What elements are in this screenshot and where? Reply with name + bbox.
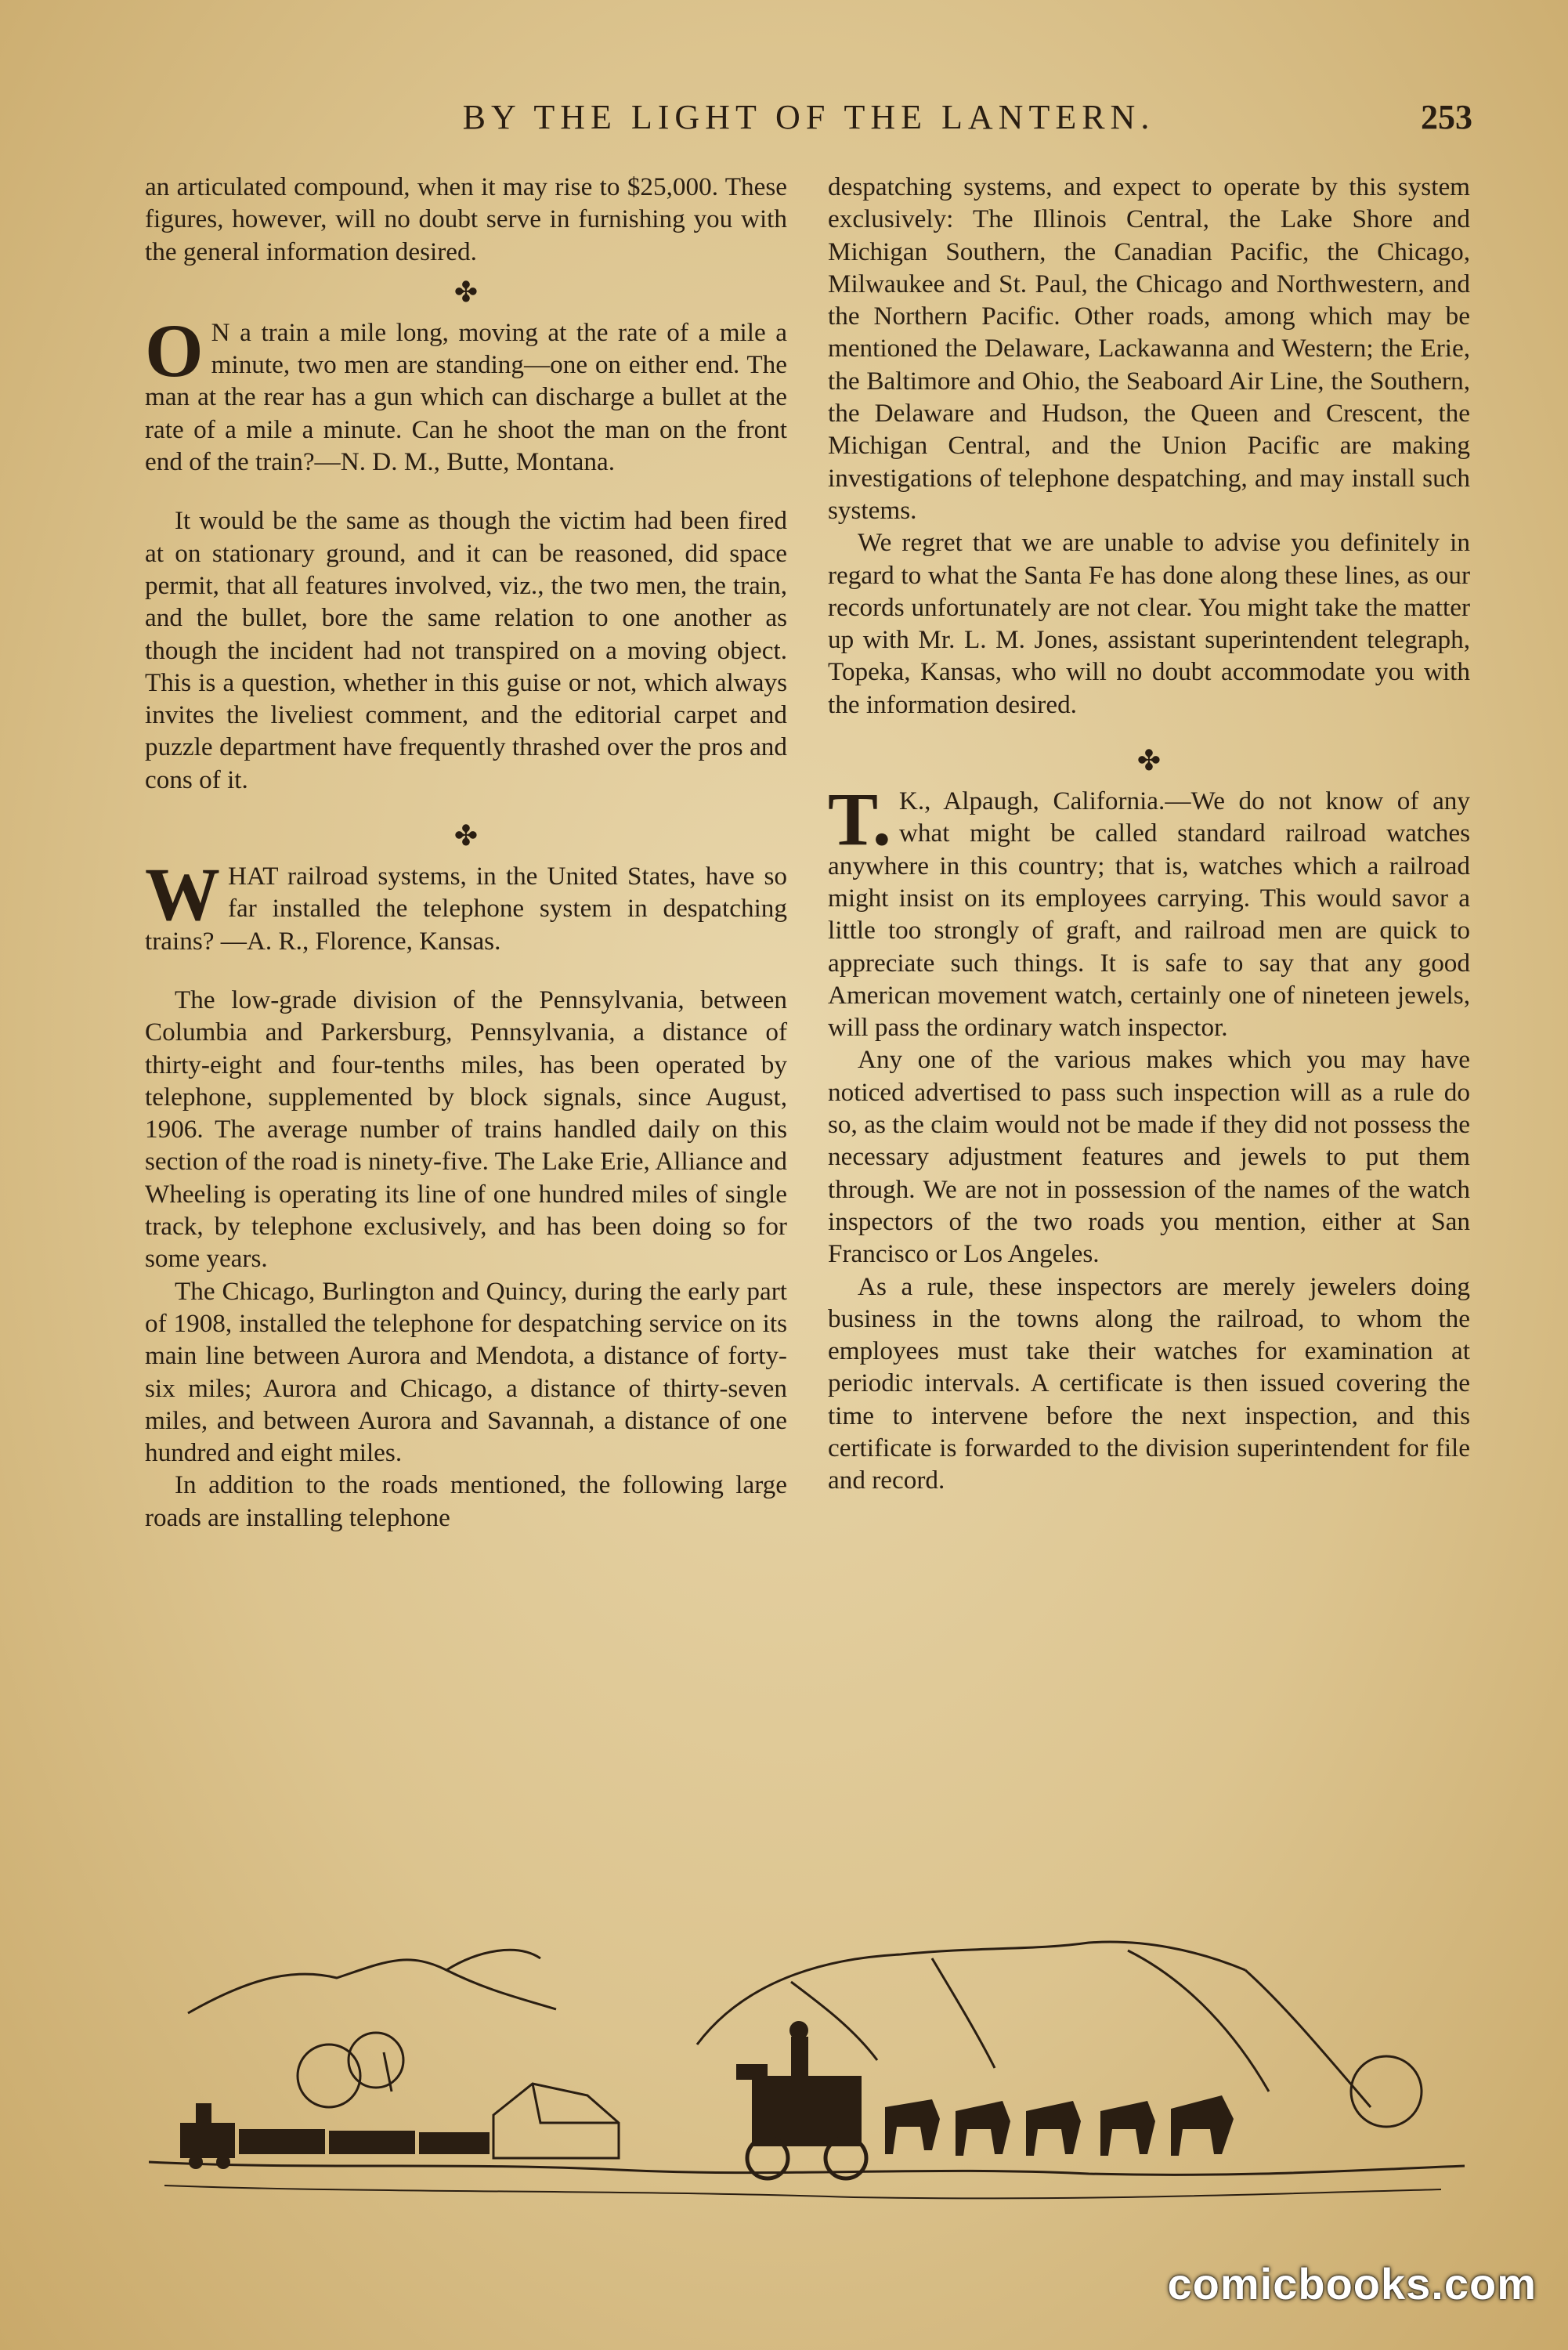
ornament-icon: ✤	[1136, 745, 1162, 777]
question-paragraph	[145, 308, 787, 478]
answer-paragraph: The low-grade division of the Pennsylvania, between Columbia and Parkersburg, Pennsylvania, a distance of thirty-eight and four-tenths miles, has been operated by telephone, supplemented by block signals, since August, 1906. The average number of trains handled daily on this section of the road is ninety-five. The Lake Erie, Alliance and Wheeling is operating its line of one hundred miles of single track, by telephone exclusively, and has been doing so for some years.	[145, 985, 787, 1274]
question-text: HAT railroad systems, in the United States, have so far installed the telephone system in despatching trains? —A. R., Florence, Kansas.	[145, 862, 787, 956]
answer-paragraph: In addition to the roads mentioned, the following large roads are installing telephone	[145, 1470, 787, 1532]
answer-paragraph: despatching systems, and expect to operate by this system exclusively: The Illinois Central, the Lake Shore and Michigan Southern, the Canadian Pacific, the Chicago, Milwaukee and St. Paul, the Chicago and Northwestern, and the Northern Pacific. Other roads, among which may be mentioned the Delaware, Lackawanna and Western; the Erie, the Baltimore and Ohio, the Seaboard Air Line, the Southern, the Delaware and Hudson, the Queen and Crescent, the Michigan Central, and the Union Pacific are making investigations of telephone despatching, and may install such systems.	[828, 172, 1470, 525]
right-column	[828, 171, 1470, 1497]
drop-cap: T.	[828, 777, 891, 862]
ornament-icon: ✤	[453, 820, 479, 852]
question-text: N a train a mile long, moving at the rate of a mile a minute, two men are standing—one on either end. The man at the rear has a gun which can discharge a bullet at the rate of a mile a minute. Can he shoot the man on the front end of the train?—N. D. M., Butte, Montana.	[145, 317, 787, 477]
answer-paragraph: As a rule, these inspectors are merely jewelers doing business in the towns along the railroad, to whom the employees must take their watches for examination at periodic intervals. A certificate is then issued covering the time to intervene before the next inspection, and this certificate is forwarded to the division superintendent for file and record.	[828, 1271, 1470, 1495]
answer-paragraph: We regret that we are unable to advise you definitely in regard to what the Santa Fe has done along these lines, as our records unfortunately are not clear. You might take the matter up with Mr. L. M. Jones, assistant superintendent telegraph, Topeka, Kansas, who will no doubt accommodate you with the information desired.	[828, 528, 1470, 719]
answer-paragraph: The Chicago, Burlington and Quincy, during the early part of 1908, installed the telephone for despatching service on its main line between Aurora and Mendota, a distance of forty-six miles; Aurora and Chicago, a distance of thirty-seven miles, and between Aurora and Savannah, a distance of one hundred and eight miles.	[145, 1276, 787, 1468]
question-text: K., Alpaugh, California.—We do not know of any what might be called standard railroad watches anywhere in this country; that is, watches which a railroad might insist on its employees carrying. This would savor a little too strongly of graft, and railroad men are quick to appreciate such things. It is safe to say that any good American movement watch, certainly one of nineteen jewels, will pass the ordinary watch inspector.	[828, 786, 1470, 1043]
page-number: 253	[1421, 98, 1472, 136]
ornament-icon: ✤	[453, 276, 479, 308]
answer-paragraph: It would be the same as though the victim had been fired at on stationary ground, and it can be reasoned, did space permit, that all features involved, viz., the two men, the train, and the bullet, bore the same relation to one another as though the incident had not transpired on a moving object. This is a question, whether in this guise or not, which always invites the liveliest comment, and the editorial carpet and puzzle department have frequently thrashed over the pros and cons of it.	[145, 506, 787, 794]
answer-paragraph: Any one of the various makes which you may have noticed advertised to pass such inspection will as a rule do so, as the claim would not be made if they did not possess the necessary adjustment features and jewels to put them through. We are not in possession of the names of the watch inspectors of the two roads you mention, either at San Francisco or Los Angeles.	[828, 1045, 1470, 1269]
drop-cap: W	[145, 852, 220, 937]
question-paragraph	[828, 777, 1470, 1043]
left-column	[145, 171, 787, 1534]
question-paragraph	[145, 852, 787, 957]
running-header	[145, 92, 1472, 147]
train-stagecoach-illustration	[149, 1935, 1465, 2209]
paragraph: an articulated compound, when it may rise to $25,000. These figures, however, will no doubt serve in furnishing you with the general information desired.	[145, 172, 787, 266]
drop-cap: O	[145, 308, 204, 392]
running-title: BY THE LIGHT OF THE LANTERN.	[462, 98, 1155, 136]
watermark: comicbooks.com	[1167, 2259, 1537, 2308]
